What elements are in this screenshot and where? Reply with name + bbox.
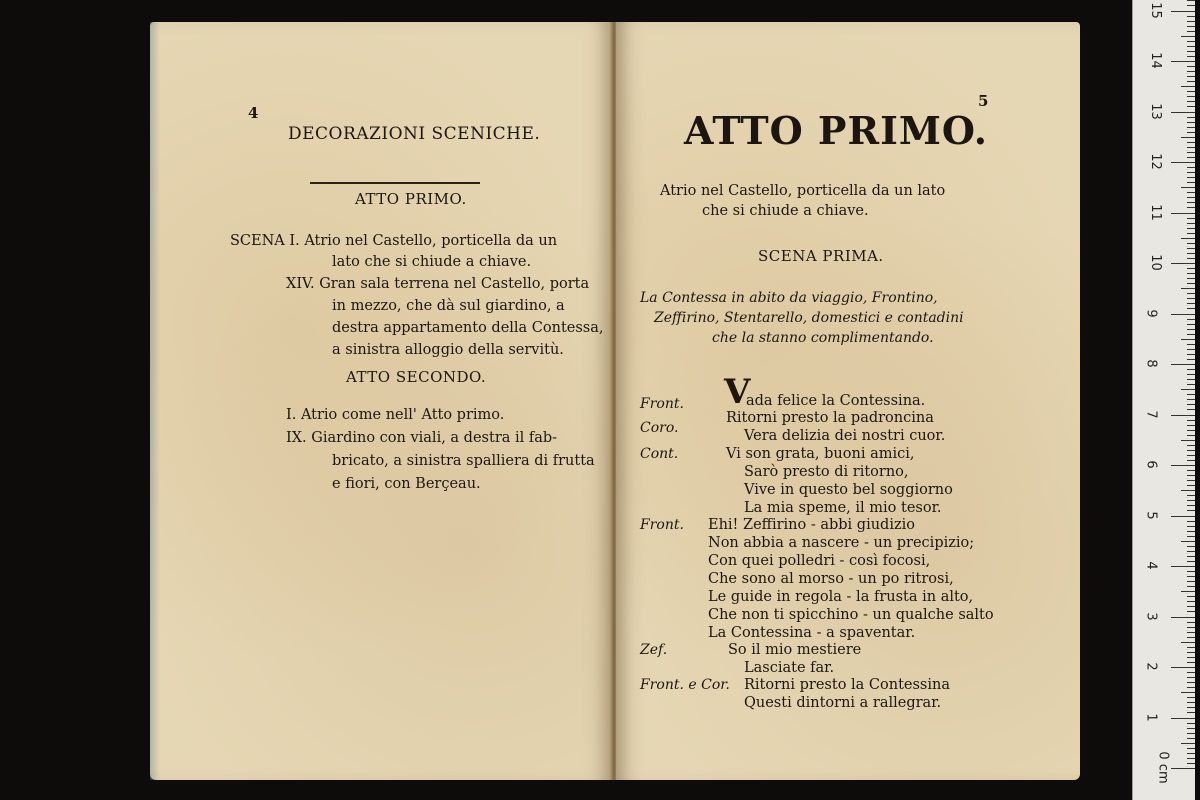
ruler-tick [1187,384,1195,385]
ruler-tick [1181,591,1195,592]
ruler-tick [1181,490,1195,491]
ruler-tick [1187,41,1195,42]
ruler-tick [1187,500,1195,501]
ruler-tick [1187,425,1195,426]
page-number-left: 4 [248,104,259,122]
ruler-tick [1187,324,1195,325]
ruler-tick [1187,0,1195,1]
ruler-tick [1187,697,1195,698]
ruler-tick [1187,536,1195,537]
ruler-tick [1187,293,1195,294]
ruler-tick [1187,248,1195,249]
ruler-tick [1187,409,1195,410]
ruler-tick [1187,5,1195,6]
ruler-tick [1171,112,1195,113]
ruler-tick [1187,233,1195,234]
speaker-label: Cont. [640,446,679,462]
ruler-tick [1181,642,1195,643]
ruler-tick [1187,657,1195,658]
ruler-number: 8 [1143,359,1159,368]
ruler-tick [1187,46,1195,47]
measurement-ruler [1132,0,1195,800]
ruler-tick [1187,96,1195,97]
dialogue-line: Lasciate far. [744,660,835,676]
scene-line: bricato, a sinistra spalliera di frutta [332,453,595,469]
ruler-tick [1187,127,1195,128]
scene-heading: SCENA PRIMA. [758,247,884,265]
ruler-tick [1187,430,1195,431]
ruler-tick [1187,308,1195,309]
ruler-tick [1187,106,1195,107]
ruler-tick [1187,298,1195,299]
ruler-tick [1187,475,1195,476]
speaker-label: Front. [640,517,684,533]
ruler-tick [1187,334,1195,335]
ruler-tick [1171,465,1195,466]
dialogue-line: La mia speme, il mio tesor. [744,500,942,516]
dialogue-line: Che sono al morso - un po ritrosi, [708,571,954,587]
ruler-tick [1181,692,1195,693]
dialogue-line: Vive in questo bel soggiorno [744,482,953,498]
dialogue-line: So il mio mestiere [728,642,862,658]
ruler-tick [1187,652,1195,653]
ruler-tick [1187,627,1195,628]
act-title: ATTO PRIMO. [684,108,989,153]
ruler-tick [1187,707,1195,708]
ruler-number: 5 [1143,510,1159,520]
ruler-number: 12 [1147,153,1163,170]
setting-line: Atrio nel Castello, porticella da un lato [660,183,946,199]
ruler-tick [1187,207,1195,208]
dialogue-line: Non abbia a nascere - un precipizio; [708,535,975,551]
ruler-tick [1181,389,1195,390]
ruler-tick [1171,617,1195,618]
ruler-tick [1181,743,1195,744]
ruler-tick [1187,485,1195,486]
ruler-tick [1181,288,1195,289]
ruler-tick [1187,687,1195,688]
dialogue-line: ada felice la Contessina. [746,393,926,409]
ruler-tick [1171,415,1195,416]
dialogue-line: Vi son grata, buoni amici, [726,446,915,462]
ruler-tick [1187,31,1195,32]
ruler-tick [1187,182,1195,183]
ruler-tick [1187,510,1195,511]
ruler-tick [1187,142,1195,143]
ruler-tick [1187,374,1195,375]
ruler-tick [1187,546,1195,547]
ruler-tick [1187,379,1195,380]
ruler-tick [1187,495,1195,496]
ruler-tick [1171,162,1195,163]
ruler-tick [1187,728,1195,729]
ruler-tick [1171,364,1195,365]
dialogue-line: Ehi! Zeffirino - abbi giudizio [708,517,915,533]
ruler-tick [1181,541,1195,542]
ruler-tick [1187,177,1195,178]
ruler-tick [1187,738,1195,739]
ruler-tick [1187,632,1195,633]
scene-line: XIV. Gran sala terrena nel Castello, porta [286,276,590,292]
ruler-tick [1187,202,1195,203]
ruler-tick [1171,61,1195,62]
ruler-tick [1171,263,1195,264]
scene-line: IX. Giardino con viali, a destra il fab- [286,430,558,446]
speaker-label: Zef. [640,642,668,658]
ruler-number: 14 [1147,52,1163,69]
ruler-number: 10 [1147,254,1163,271]
ruler-tick [1187,611,1195,612]
ruler-tick [1187,399,1195,400]
ruler-tick [1171,566,1195,567]
ruler-tick [1187,526,1195,527]
ruler-tick [1181,137,1195,138]
ruler-tick [1187,561,1195,562]
ruler-tick [1187,122,1195,123]
ruler-tick [1187,258,1195,259]
scene-line: I. Atrio come nell' Atto primo. [286,407,505,423]
ruler-tick [1187,606,1195,607]
dialogue-line: Sarò presto di ritorno, [744,464,909,480]
ruler-tick [1187,172,1195,173]
scene-line: lato che si chiude a chiave. [332,254,532,270]
ruler-tick [1187,470,1195,471]
dialogue-line: Le guide in regola - la frusta in alto, [708,589,974,605]
ruler-tick [1187,763,1195,764]
scene-line: in mezzo, che dà sul giardino, a [332,298,565,314]
ruler-tick [1181,339,1195,340]
scene-line: destra appartamento della Contessa, [332,320,604,336]
left-page [150,22,612,780]
ruler-number: 7 [1143,409,1159,419]
dialogue-line: Con quei polledri - così focosi, [708,553,931,569]
ruler-tick [1187,76,1195,77]
ruler-tick [1187,480,1195,481]
ruler-tick [1181,238,1195,239]
ruler-tick [1187,319,1195,320]
ruler-tick [1187,576,1195,577]
ruler-tick [1187,677,1195,678]
ruler-tick [1187,354,1195,355]
dialogue-line: Ritorni presto la padroncina [726,410,934,426]
ruler-tick [1187,753,1195,754]
ruler-tick [1187,218,1195,219]
ruler-number: 11 [1147,203,1163,221]
ruler-tick [1187,505,1195,506]
scene-line: SCENA I. Atrio nel Castello, porticella da un [230,233,558,249]
stage-direction-line: La Contessa in abito da viaggio, Frontino, [640,290,938,306]
ruler-tick [1187,723,1195,724]
ruler-tick [1171,213,1195,214]
ruler-tick [1187,91,1195,92]
ruler-tick [1171,718,1195,719]
ruler-tick [1187,445,1195,446]
dialogue-line: Questi dintorni a rallegrar. [744,695,942,711]
ruler-number: 3 [1143,611,1159,621]
ruler-tick [1187,56,1195,57]
act2-heading: ATTO SECONDO. [346,368,487,386]
stage-direction-line: Zeffirino, Stentarello, domestici e contadini [654,310,964,326]
ruler-tick [1171,667,1195,668]
ruler-tick [1187,16,1195,17]
ruler-tick [1187,622,1195,623]
ruler-tick [1171,516,1195,517]
ruler-number: 15 [1147,1,1163,19]
ruler-tick [1187,223,1195,224]
ruler-tick [1187,637,1195,638]
ruler-number: 4 [1143,561,1159,570]
ruler-tick [1187,682,1195,683]
right-page [616,22,1080,780]
ruler-tick [1187,81,1195,82]
scene-line: a sinistra alloggio della servitù. [332,342,564,358]
ruler-unit-label: 0 cm [1155,751,1171,784]
ruler-tick [1187,748,1195,749]
ruler-tick [1187,167,1195,168]
ruler-tick [1187,273,1195,274]
ruler-tick [1187,556,1195,557]
drop-cap: V [724,372,751,412]
speaker-label: Front. e Cor. [640,677,730,693]
ruler-tick [1187,601,1195,602]
ruler-tick [1187,117,1195,118]
ruler-tick [1187,369,1195,370]
ruler-tick [1187,268,1195,269]
ruler-tick [1187,329,1195,330]
ruler-tick [1187,404,1195,405]
ruler-tick [1187,551,1195,552]
ruler-tick [1187,26,1195,27]
ruler-tick [1187,647,1195,648]
speaker-label: Coro. [640,420,679,436]
ruler-tick [1181,36,1195,37]
ruler-number: 1 [1143,712,1159,722]
ruler-tick [1187,435,1195,436]
ruler-tick [1187,581,1195,582]
scene-line: e fiori, con Berçeau. [332,476,481,492]
ruler-tick [1187,157,1195,158]
ruler-tick [1171,11,1195,12]
ruler-tick [1187,253,1195,254]
ruler-tick [1187,197,1195,198]
ruler-tick [1187,702,1195,703]
ruler-tick [1187,344,1195,345]
ruler-tick [1187,455,1195,456]
page-header-title: DECORAZIONI SCENICHE. [288,124,541,144]
ruler-tick [1187,712,1195,713]
ruler-tick [1181,86,1195,87]
ruler-number: 13 [1147,102,1163,120]
ruler-tick [1181,187,1195,188]
dialogue-line: Ritorni presto la Contessina [744,677,950,693]
ruler-tick [1187,21,1195,22]
ruler-tick [1171,314,1195,315]
ruler-tick [1187,192,1195,193]
ruler-tick [1187,571,1195,572]
dialogue-line: Vera delizia dei nostri cuor. [744,428,946,444]
ruler-tick [1187,349,1195,350]
ruler-tick [1187,460,1195,461]
ruler-tick [1187,521,1195,522]
ruler-tick [1187,420,1195,421]
ruler-tick [1187,733,1195,734]
ruler-number: 2 [1143,662,1159,671]
stage-direction-line: che la stanno complimentando. [712,330,934,346]
ruler-tick [1171,768,1195,769]
act1-heading: ATTO PRIMO. [355,190,467,208]
ruler-tick [1187,278,1195,279]
speaker-label: Front. [640,396,684,412]
ruler-tick [1187,596,1195,597]
ruler-tick [1187,662,1195,663]
ruler-tick [1187,672,1195,673]
ruler-tick [1187,71,1195,72]
ruler-number: 9 [1143,308,1159,318]
ruler-tick [1187,758,1195,759]
ruler-tick [1187,586,1195,587]
ruler-tick [1187,283,1195,284]
open-book [150,22,1080,780]
dialogue-line: La Contessina - a spaventar. [708,625,916,641]
ruler-tick [1187,66,1195,67]
ruler-tick [1187,359,1195,360]
ruler-tick [1187,152,1195,153]
ruler-tick [1187,243,1195,244]
page-number-right: 5 [978,92,989,110]
ruler-tick [1187,531,1195,532]
ruler-tick [1187,450,1195,451]
dialogue-line: Che non ti spicchino - un qualche salto [708,607,994,623]
ruler-tick [1187,51,1195,52]
ruler-tick [1187,132,1195,133]
ruler-tick [1181,440,1195,441]
ruler-tick [1187,394,1195,395]
setting-line: che si chiude a chiave. [702,203,869,219]
ruler-tick [1187,228,1195,229]
ruler-number: 6 [1143,460,1159,469]
ruler-tick [1187,147,1195,148]
ruler-tick [1187,303,1195,304]
header-rule [310,182,480,184]
ruler-tick [1187,101,1195,102]
